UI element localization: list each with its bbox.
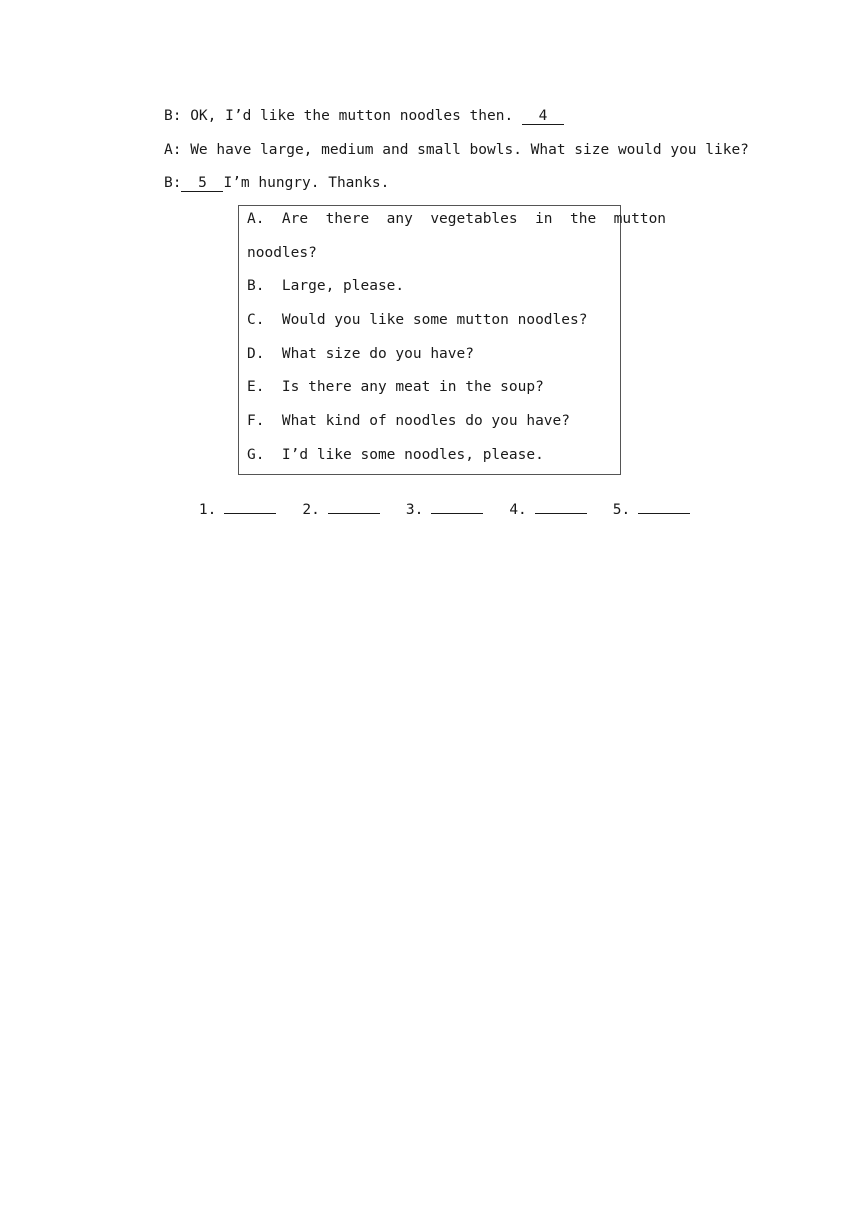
dialogue-text: OK, I’d like the mutton noodles then.: [181, 108, 522, 124]
option-g: G. I’d like some noodles, please.: [247, 447, 544, 463]
answer-number: 3.: [405, 502, 424, 518]
answer-blank[interactable]: [535, 499, 587, 514]
blank-4: 4: [522, 108, 564, 125]
option-a-line2: noodles?: [247, 245, 317, 261]
option-b: B. Large, please.: [247, 278, 405, 294]
dialogue-text: I’m hungry. Thanks.: [223, 175, 390, 191]
answer-item: [613, 499, 690, 520]
answer-blank[interactable]: [431, 499, 483, 514]
speaker-label: A:: [164, 142, 182, 158]
dialogue-line-2: [164, 140, 749, 160]
answer-item: [509, 499, 586, 520]
dialogue-text: We have large, medium and small bowls. What size would you like?: [181, 142, 749, 158]
speaker-label: B:: [164, 175, 182, 191]
option-e: E. Is there any meat in the soup?: [247, 379, 544, 395]
dialogue-line-3: [164, 173, 389, 193]
answer-number: 5.: [612, 502, 631, 518]
answer-number: 2.: [302, 502, 320, 518]
answer-row: [164, 479, 716, 540]
answer-blank[interactable]: [224, 499, 276, 514]
answer-number: 4.: [509, 502, 527, 518]
option-d: D. What size do you have?: [247, 346, 474, 362]
answer-blank[interactable]: [328, 499, 380, 514]
option-c: C. Would you like some mutton noodles?: [247, 312, 588, 328]
option-a-line1: A. Are there any vegetables in the mutton: [247, 211, 667, 227]
answer-number: 1.: [198, 502, 217, 518]
dialogue-line-1: [164, 106, 564, 126]
options-box: [238, 205, 667, 475]
answer-item: [199, 499, 276, 520]
answer-blank[interactable]: [638, 499, 690, 514]
option-f: F. What kind of noodles do you have?: [247, 413, 571, 429]
speaker-label: B:: [164, 108, 182, 124]
answer-item: [406, 499, 483, 520]
blank-5: 5: [181, 175, 223, 192]
answer-item: [302, 499, 379, 520]
